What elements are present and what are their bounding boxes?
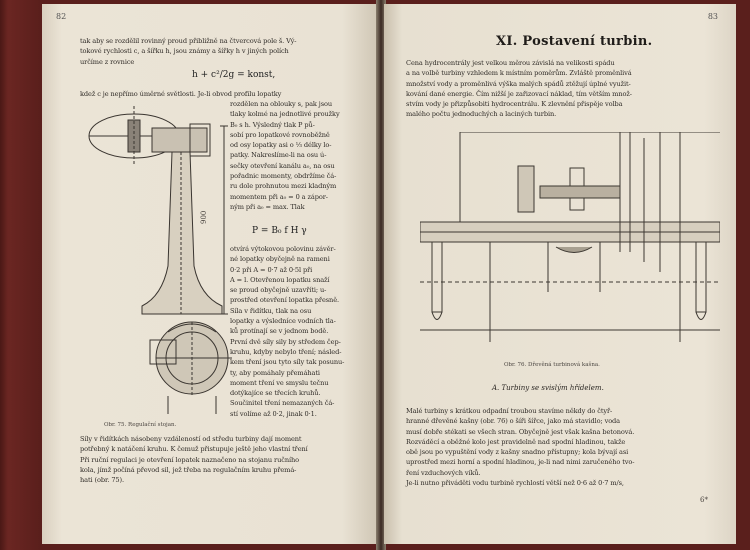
left-page xyxy=(42,4,378,544)
text-line: 0·2 při A = 0·7 až 0·5l při xyxy=(230,265,313,274)
text-line: ným při a₀ = max. Tlak xyxy=(230,202,305,211)
text-line: kola, jímž počíná převod sil, jež třeba na regulačním kruhu přemá- xyxy=(80,465,297,474)
text-line: kem tření jsou tyto síly tak posunu- xyxy=(230,358,345,367)
text-line: A = l. Otevřenou lopatku snaží xyxy=(230,275,330,284)
text-line: Součinitel tření nemazaných čá- xyxy=(230,399,335,408)
text-line: musí dobře stékati se všech stran. Obyčejně jest však kašna betonová. xyxy=(406,427,635,436)
formula-bernoulli: h + c²/2g = konst, xyxy=(192,70,276,80)
text-line: První dvě síly sily by středem čep- xyxy=(230,337,341,346)
right-body-text xyxy=(406,406,634,488)
text-line: hati (obr. 75). xyxy=(80,476,124,485)
text-line: Síla v řidítku, tlak na osu xyxy=(230,306,312,315)
text-line: od osy lopatky asi o ⅓ délky lo- xyxy=(230,141,332,150)
text-line: kování dané energie. Čím nižší je zařizovací náklad, tím větším množ- xyxy=(406,89,632,98)
text-line: sobí pro lopatkové rovnoběžně xyxy=(230,130,330,139)
text-line: kruhu, kdyby nebylo tření; násled- xyxy=(230,347,342,356)
text-line: stí volíme až 0·2, jinak 0·1. xyxy=(230,409,317,418)
text-line: rozdělen na oblouky s, pak jsou xyxy=(230,100,333,108)
text-line: momentem při a₀ = 0 a zápor- xyxy=(230,192,328,201)
text-line: dotýkajíce se třecích kruhů. xyxy=(230,389,321,398)
section-subheading: A. Turbiny se svislým hřídelem. xyxy=(492,384,604,392)
figure-wooden-turbine-flume xyxy=(420,132,720,356)
text-line: lopatky a výsledníce vodních tla- xyxy=(230,317,336,326)
text-line: ru dole prohnutou mezi kladným xyxy=(230,182,337,191)
text-line: kdež c je nepřímo úměrné světlosti. Je-li obvod profilu lopatky xyxy=(80,90,282,98)
text-line: tokové rychlosti c, a šířku h, jsou známy a šířky h v jiných polích xyxy=(80,47,289,56)
text-line: otvírá výtokovou polovinu závěr- xyxy=(230,245,336,253)
page-number-right: 83 xyxy=(707,12,718,21)
right-page xyxy=(384,4,736,544)
chapter-title: XI. Postavení turbin. xyxy=(496,34,653,49)
left-right-column xyxy=(230,99,340,212)
text-line: hranné dřevěné kašny (obr. 76) o šíři šířce, jako má stavidlo; voda xyxy=(406,417,621,426)
text-line: prostřed otevření lopatka přesně. xyxy=(230,296,340,305)
left-bottom-text xyxy=(80,434,308,485)
text-line: a na volbě turbiny vzhledem k místním poměrům. Zvláště proměnlivá xyxy=(406,69,632,78)
text-line: Cena hydrocentrály jest velkou měrou závislá na velikosti spádu xyxy=(406,59,615,67)
page-number-left: 82 xyxy=(56,12,67,21)
right-intro-text xyxy=(406,58,632,120)
text-line: sečky otevření kanálu a₀, na osu xyxy=(230,161,335,170)
signature-mark: 6* xyxy=(700,496,708,504)
text-line: množství vody a proměnlivá výška malých spádů ztěžují úplné využit- xyxy=(406,79,631,88)
text-line: ků protínají se v jednom bodě. xyxy=(230,327,329,336)
figure-caption-75: Obr. 75. Regulační stojan. xyxy=(104,422,177,428)
text-line: moment tření ve smyslu tečnu xyxy=(230,378,329,387)
text-line: určíme z rovnice xyxy=(80,57,135,66)
text-line: potřebný k natáčení kruhu. K čemuž přistupuje ještě jeho vlastní tření xyxy=(80,445,308,454)
text-line: uprostřed mezi horní a spodní hladinou, je-li nad nimi zaručeného tvo- xyxy=(406,458,635,467)
text-line: obě jsou po vypuštění vody z kašny snadno přístupny; kola bývají asi xyxy=(406,448,629,457)
left-right-column-2 xyxy=(230,244,344,419)
text-line: se proud obyčejně uzavříti; u- xyxy=(230,286,327,295)
text-line: patky. Nakreslíme-li na osu ú- xyxy=(230,151,327,160)
text-line: tlaky kolmé na jednotlivé proužky xyxy=(230,110,340,119)
text-line: B₀ s h. Výsledný tlak P pů- xyxy=(230,120,315,129)
text-line: Při ruční regulaci je otevření lopatek naznačeno na stojanu ručního xyxy=(80,455,300,464)
left-top-text xyxy=(80,36,380,67)
text-line: né lopatky obyčejně na rameni xyxy=(230,255,330,264)
text-line: Síly v řidítkách násobeny vzdáleností od středu turbiny dají moment xyxy=(80,435,302,443)
text-line: ření vzduchových víků. xyxy=(406,468,481,477)
text-line: tak aby se rozdělil rovinný proud přibližně na čtvercová pole š. Vý- xyxy=(80,37,297,45)
dimension-label: 900 xyxy=(200,210,208,224)
text-line: stvím vody je přizpůsobiti hydrocentrálu. K zlevnění přispěje volba xyxy=(406,100,623,109)
text-line: pořadnic momenty, obdržíme čá- xyxy=(230,172,337,181)
text-line: Malé turbiny s krátkou odpadní troubou stavíme někdy do čtyř- xyxy=(406,407,613,415)
text-line: ty, aby pomáhaly přemáhati xyxy=(230,368,320,377)
text-line: Je-li nutno přiváděti vodu turbině rychlostí větší než 0·6 až 0·7 m/s, xyxy=(406,479,624,488)
text-line: Rozváděcí a oběžné kolo jest pravidelně nad spodní hladinou, takže xyxy=(406,437,626,446)
figure-regulating-stand xyxy=(72,96,237,426)
text-line: malého počtu jednoduchých a laciných turbin. xyxy=(406,110,557,119)
figure-caption-76: Obr. 76. Dřevěná turbinová kašna. xyxy=(504,362,600,368)
formula-pressure: P = B₀ f H γ xyxy=(252,226,307,236)
